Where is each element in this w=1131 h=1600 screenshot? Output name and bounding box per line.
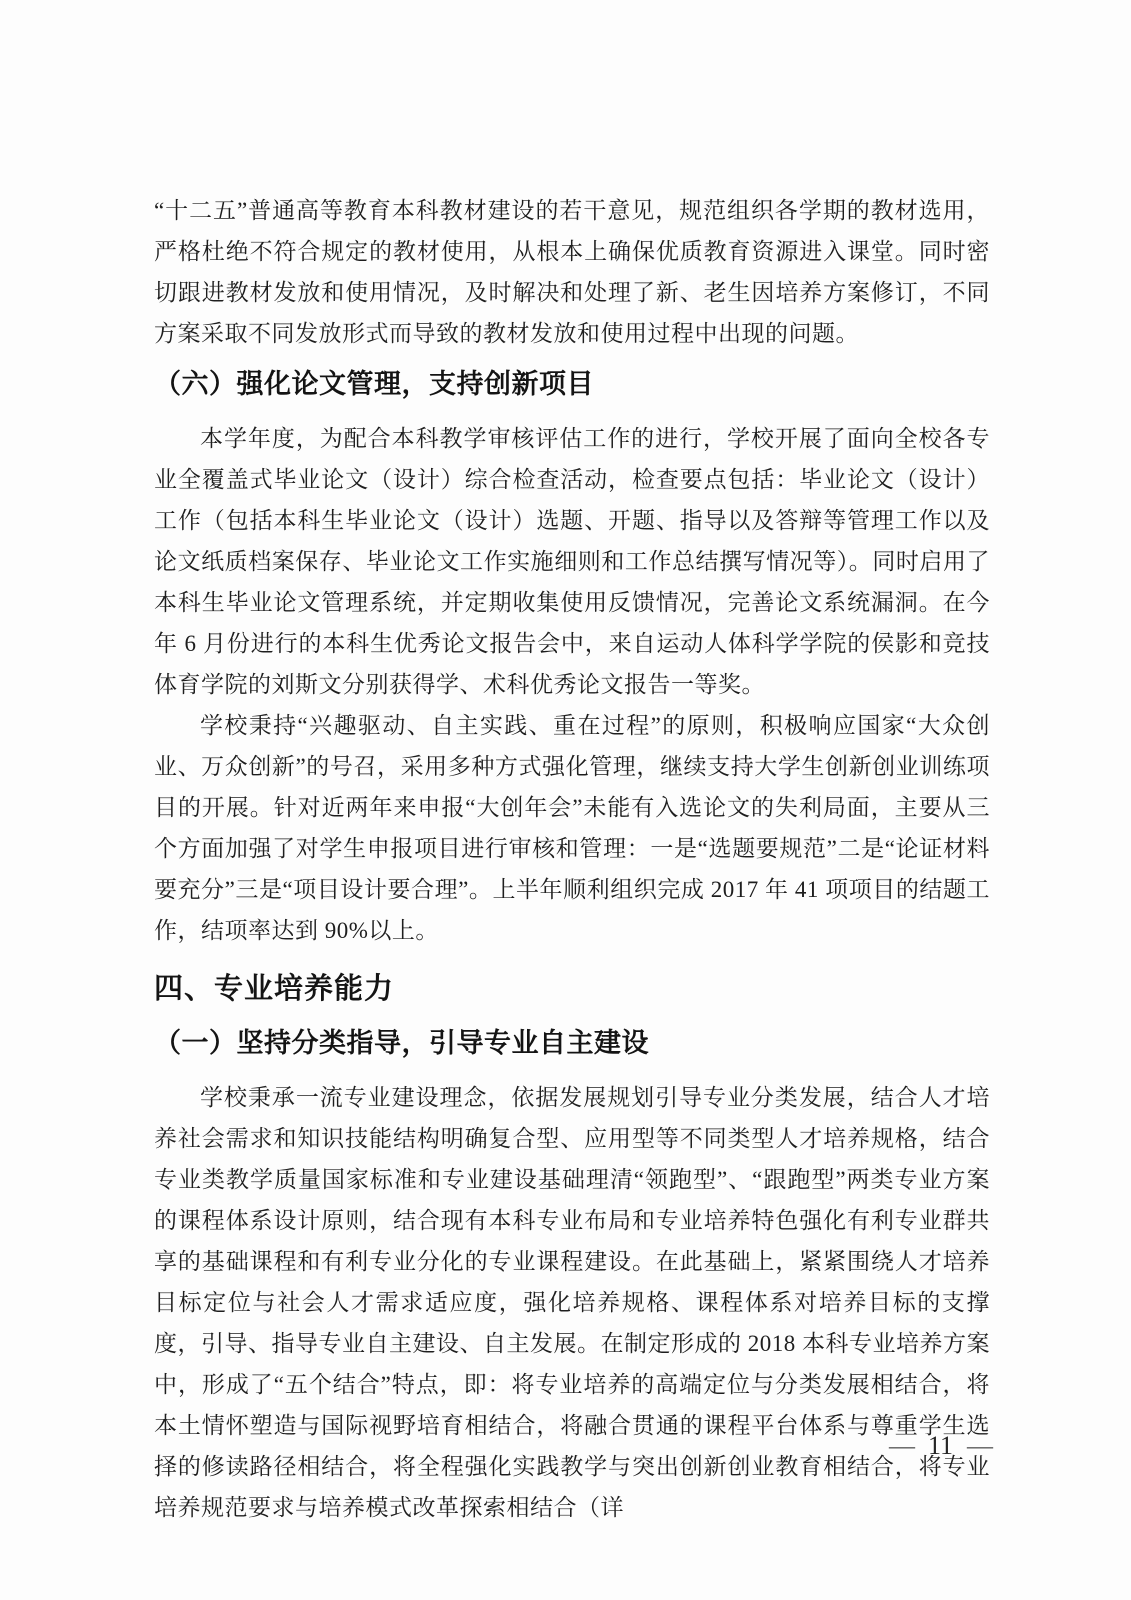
page-number xyxy=(889,1430,992,1462)
page-number-value: 11 xyxy=(927,1431,953,1460)
paragraph-thesis-review: 本学年度，为配合本科教学审核评估工作的进行，学校开展了面向全校各专业全覆盖式毕业论文（设计）综合检查活动，检查要点包括：毕业论文（设计）工作（包括本科生毕业论文（设计）选题、开题、指导以及答辩等管理工作以及论文纸质档案保存、毕业论文工作实施细则和工作总结撰写情况等）。同时启用了本科生毕业论文管理系统，并定期收集使用反馈情况，完善论文系统漏洞。在今年 6 月份进行的本科生优秀论文报告会中，来自运动人体科学学院的侯影和竞技体育学院的刘斯文分别获得学、术科优秀论文报告一等奖。 xyxy=(154,426,990,697)
paragraph-major-construction: 学校秉承一流专业建设理念，依据发展规划引导专业分类发展，结合人才培养社会需求和知识技能结构明确复合型、应用型等不同类型人才培养规格，结合专业类教学质量国家标准和专业建设基础理清“领跑型”、“跟跑型”两类专业方案的课程体系设计原则，结合现有本科专业布局和专业培养特色强化有利专业群共享的基础课程和有利专业分化的专业课程建设。在此基础上，紧紧围绕人才培养目标定位与社会人才需求适应度，强化培养规格、课程体系对培养目标的支撑度，引导、指导专业自主建设、自主发展。在制定形成的 2018 本科专业培养方案中，形成了“五个结合”特点，即：将专业培养的高端定位与分类发展相结合，将本土情怀塑造与国际视野培育相结合，将融合贯通的课程平台体系与尊重学生选择的修读路径相结合，将全程强化实践教学与突出创新创业教育相结合，将专业培养规范要求与培养模式改革探索相结合（详 xyxy=(154,1085,990,1520)
page-number-dash-right: — xyxy=(967,1431,992,1460)
paragraph-innovation-projects: 学校秉持“兴趣驱动、自主实践、重在过程”的原则，积极响应国家“大众创业、万众创新”的号召，采用多种方式强化管理，继续支持大学生创新创业训练项目的开展。针对近两年来申报“大创年会”未能有入选论文的失利局面，主要从三个方面加强了对学生申报项目进行审核和管理：一是“选题要规范”二是“论证材料要充分”三是“项目设计要合理”。上半年顺利组织完成 2017 年 41 项项目的结题工作，结项率达到 90%以上。 xyxy=(154,713,990,943)
page-number-dash-left: — xyxy=(888,1431,914,1460)
heading-chapter-4: 四、专业培养能力 xyxy=(154,973,395,1005)
paragraph-textbook-continuation: “十二五”普通高等教育本科教材建设的若干意见，规范组织各学期的教材选用，严格杜绝不符合规定的教材使用，从根本上确保优质教育资源进入课堂。同时密切跟进教材发放和使用情况，及时解决和处理了新、老生因培养方案修订，不同方案采取不同发放形式而导致的教材发放和使用过程中出现的问题。 xyxy=(154,198,990,346)
page-content xyxy=(154,190,990,1528)
heading-section-4-1: （一）坚持分类指导，引导专业自主建设 xyxy=(154,1028,649,1058)
heading-section-6: （六）强化论文管理，支持创新项目 xyxy=(154,369,594,399)
